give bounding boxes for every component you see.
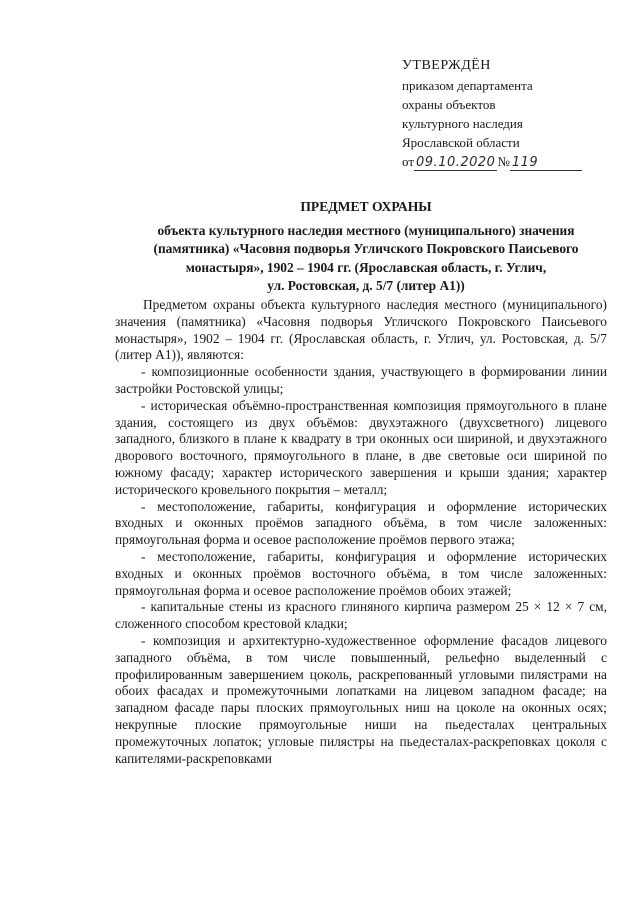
approval-stamp <box>402 56 622 171</box>
document-title <box>96 198 636 296</box>
list-item: - композиция и архитектурно-художественное оформление фасадов лицевого западного объёма, в том числе повышенный, рельефно выделенный с профилированным завершением цоколь, раскрепованный угловыми пилястрами на обоих фасадах и промежуточными лопатками на лицевом западном фасаде; на западном фасаде пары плоских прямоугольных ниш на цоколе на оконных осях; некрупные плоские прямоугольные ниши на пьедесталах центральных промежуточных лопаток; угловые пилястры на пьедесталах-раскреповках цоколя с капителями-раскреповками <box>115 632 607 766</box>
approval-line: охраны объектов <box>402 97 496 112</box>
approval-line: культурного наследия <box>402 116 523 131</box>
list-item: - местоположение, габариты, конфигурация и оформление исторических входных и оконных проёмов восточного объёма, в том числе заложенных: прямоугольная форма и осевое расположение проёмов обоих этажей; <box>115 548 607 598</box>
title-line: ул. Ростовская, д. 5/7 (литер А1)) <box>267 278 465 293</box>
list-item: - местоположение, габариты, конфигурация и оформление исторических входных и оконных проёмов западного объёма, в том числе заложенных: прямоугольная форма и осевое расположение проёмов первого этажа; <box>115 498 607 548</box>
date-prefix: от <box>402 154 415 169</box>
list-item: - историческая объёмно-пространственная композиция прямоугольного в плане здания, состоящего из двух объёмов: двухэтажного (двухсветного) лицевого западного, близкого в плане к квадрату в три оконных оси шириной, и двухэтажного дворового восточного, прямоугольного в плане, в две световые оси шириной по южному фасаду; характер исторического завершения и крыши здания; характер исторического кровельного покрытия – металл; <box>115 397 607 497</box>
list-item: - композиционные особенности здания, участвующего в формировании линии застройки Ростовской улицы; <box>115 364 607 396</box>
approval-date-line <box>402 152 622 171</box>
document-body <box>115 297 607 767</box>
approval-line: приказом департамента <box>402 78 533 93</box>
title-main: ПРЕДМЕТ ОХРАНЫ <box>300 199 432 214</box>
intro-paragraph: Предметом охраны объекта культурного наследия местного (муниципального) значения (памятника) «Часовня подворья Угличского Покровского Паисьевого монастыря», 1902 – 1904 гг. (Ярославская область, г. Углич, ул. Ростовская, д. 5/7 (литер А1)), являются: <box>115 297 607 363</box>
list-item: - капитальные стены из красного глиняного кирпича размером 25 × 12 × 7 см, сложенного способом крестовой кладки; <box>115 599 607 632</box>
approval-heading: УТВЕРЖДЁН <box>402 58 491 73</box>
signature-underline <box>548 156 582 171</box>
title-line: монастыря», 1902 – 1904 гг. (Ярославская область, г. Углич, <box>185 259 547 275</box>
title-line: (памятника) «Часовня подворья Угличского Покровского Паисьевого <box>153 241 579 256</box>
title-line: объекта культурного наследия местного (муниципального) значения <box>157 222 575 238</box>
handwritten-number: 119 <box>510 156 548 171</box>
approval-line: Ярославской области <box>402 135 520 150</box>
handwritten-date: 09.10.2020 <box>416 155 496 170</box>
number-sign: № <box>497 154 510 169</box>
